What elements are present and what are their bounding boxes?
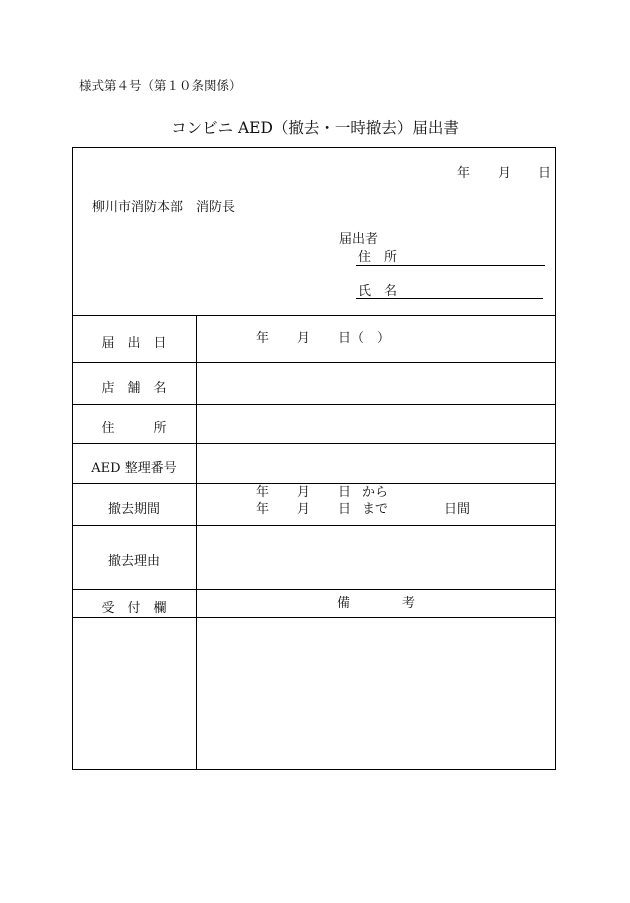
aed-number-label: AED 整理番号 — [91, 461, 177, 476]
notifier-address-line[interactable] — [356, 265, 545, 266]
removal-from-suffix: から — [362, 485, 389, 500]
remarks-label: 備 考 — [336, 596, 415, 611]
removal-to-suffix: まで — [362, 502, 389, 517]
divider-top-section — [72, 315, 556, 316]
date-month-label: 月 — [498, 166, 512, 181]
notification-date-year: 年 — [256, 331, 270, 346]
remarks-area[interactable] — [197, 618, 555, 769]
addressee: 柳川市消防本部 消防長 — [92, 200, 236, 215]
reception-area[interactable] — [73, 618, 196, 769]
removal-to-month: 月 — [297, 502, 311, 517]
notification-date-label: 届 出 日 — [101, 336, 167, 351]
removal-period-label: 撤去期間 — [107, 502, 160, 517]
notifier-name-label: 氏 名 — [358, 284, 398, 299]
notification-date-month: 月 — [297, 331, 311, 346]
address-field[interactable] — [197, 405, 555, 443]
removal-reason-field[interactable] — [197, 526, 555, 589]
form-title: コンビニ AED（撤去・一時撤去）届出書 — [171, 119, 459, 137]
divider-row-4 — [72, 483, 556, 484]
reception-label: 受 付 欄 — [101, 601, 167, 616]
aed-number-field[interactable] — [197, 444, 555, 483]
removal-to-year: 年 — [256, 502, 270, 517]
removal-to-day: 日 — [338, 502, 352, 517]
date-day-label: 日 — [538, 166, 552, 181]
address-label: 住 所 — [101, 421, 167, 436]
divider-row-6 — [72, 589, 556, 590]
removal-from-month: 月 — [297, 485, 311, 500]
date-year-label: 年 — [457, 166, 471, 181]
notification-date-day: 日（ ） — [338, 331, 391, 346]
store-name-field[interactable] — [197, 363, 555, 404]
removal-reason-label: 撤去理由 — [107, 554, 160, 569]
notifier-heading: 届出者 — [339, 232, 379, 247]
store-name-label: 店 舗 名 — [101, 381, 167, 396]
form-number: 様式第４号（第１０条関係） — [79, 78, 242, 93]
notifier-address-label: 住 所 — [358, 250, 398, 265]
removal-from-day: 日 — [338, 485, 352, 500]
removal-from-year: 年 — [256, 485, 270, 500]
removal-days-suffix: 日間 — [444, 502, 471, 517]
notifier-name-line[interactable] — [356, 298, 543, 299]
